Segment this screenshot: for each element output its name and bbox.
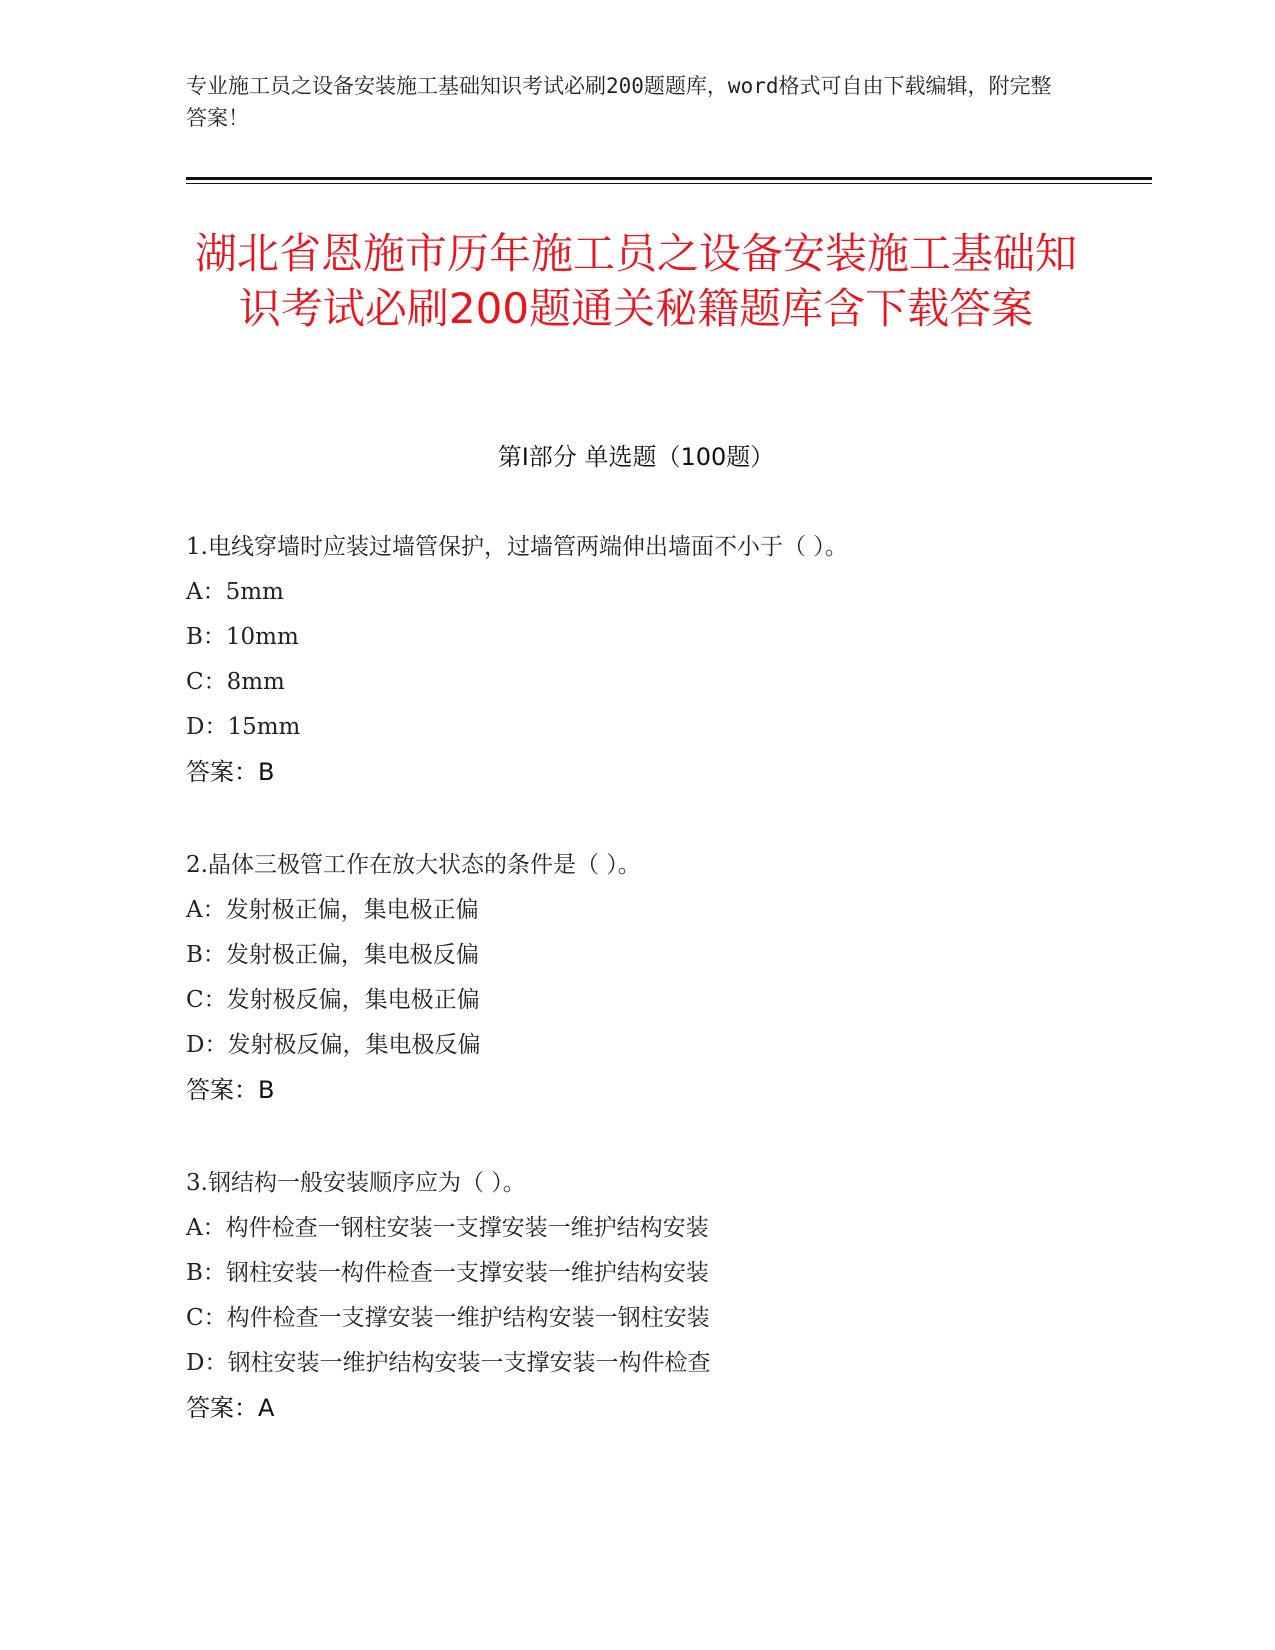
option-d: D：15mm: [186, 714, 301, 740]
option-d: D：钢柱安装一维护结构安装一支撑安装一构件检查: [186, 1350, 711, 1376]
answer: 答案：B: [186, 758, 275, 786]
option-c: C：8mm: [186, 669, 285, 695]
question-2: [186, 843, 1086, 1113]
question-3: [186, 1161, 1086, 1431]
answer: 答案：A: [186, 1394, 275, 1422]
header-rule-thin: [186, 183, 1152, 184]
option-c: C：构件检查一支撑安装一维护结构安装一钢柱安装: [186, 1305, 710, 1331]
option-b: B：10mm: [186, 624, 299, 650]
header-rule-thick: [186, 177, 1152, 180]
option-a: A：发射极正偏，集电极正偏: [186, 897, 479, 923]
option-b: B：发射极正偏，集电极反偏: [186, 942, 479, 968]
answer: 答案：B: [186, 1076, 275, 1104]
option-d: D：发射极反偏，集电极反偏: [186, 1032, 481, 1058]
document-title: 湖北省恩施市历年施工员之设备安装施工基础知识考试必刷200题通关秘籍题库含下载答案: [194, 229, 1077, 333]
section-heading: 第Ⅰ部分 单选题（100题）: [497, 443, 775, 471]
question-stem: 1.电线穿墙时应装过墙管保护，过墙管两端伸出墙面不小于（ ）。: [186, 534, 848, 560]
option-a: A：构件检查一钢柱安装一支撑安装一维护结构安装: [186, 1215, 709, 1241]
option-a: A：5mm: [186, 579, 284, 605]
option-b: B：钢柱安装一构件检查一支撑安装一维护结构安装: [186, 1260, 709, 1286]
option-c: C：发射极反偏，集电极正偏: [186, 987, 480, 1013]
question-1: [186, 525, 1086, 795]
document-header-note: 专业施工员之设备安装施工基础知识考试必刷200题题库，word格式可自由下载编辑，附完整答案！: [186, 74, 1052, 130]
question-stem: 2.晶体三极管工作在放大状态的条件是（ ）。: [186, 852, 641, 878]
question-stem: 3.钢结构一般安装顺序应为（ ）。: [186, 1170, 526, 1196]
